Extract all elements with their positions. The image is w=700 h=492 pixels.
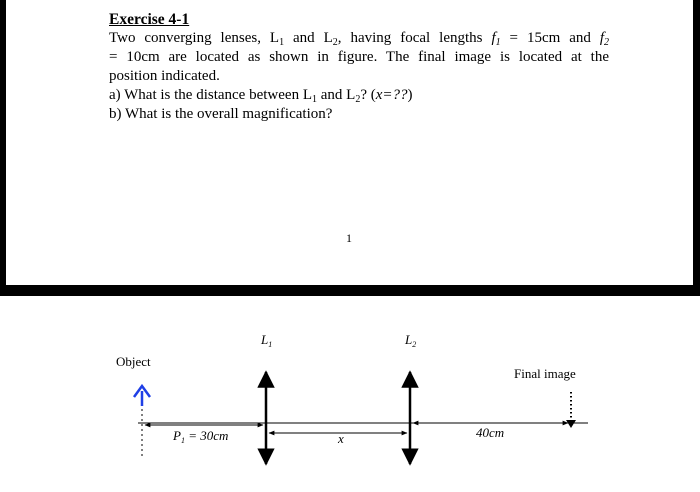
x-label: x <box>338 431 344 446</box>
question-a: a) What is the distance between $L_1$ and $L_2$? (x=??) <box>109 87 413 105</box>
final-image-label: Final image <box>514 366 576 381</box>
problem-line-2: = 10cm are located as shown in figure. The final image is located at the <box>109 49 609 65</box>
object-arrow-icon <box>134 386 150 406</box>
lens-diagram-svg <box>0 296 700 492</box>
problem-line-3: position indicated. <box>109 68 220 84</box>
lens-1-label: $L_1$ <box>261 332 273 349</box>
exercise-text <box>109 10 609 124</box>
p1-label: $P_1 = 30cm$ <box>173 428 229 445</box>
lens-diagram <box>0 296 700 492</box>
final-image-arrowhead-icon <box>566 420 576 428</box>
lens-2-label: $L_2$ <box>405 332 417 349</box>
page-number: 1 <box>346 231 352 245</box>
exercise-title: Exercise 4-1 <box>109 11 190 28</box>
d-label: 40cm <box>476 425 505 440</box>
exercise-page <box>6 0 693 285</box>
problem-line-1: Two converging lenses, $L_1$ and $L_2$, having focal lengths $f_1 = 15cm$ and $f_2$ <box>109 30 609 48</box>
object-label: Object <box>116 354 151 369</box>
question-b: b) What is the overall magnification? <box>109 106 333 122</box>
